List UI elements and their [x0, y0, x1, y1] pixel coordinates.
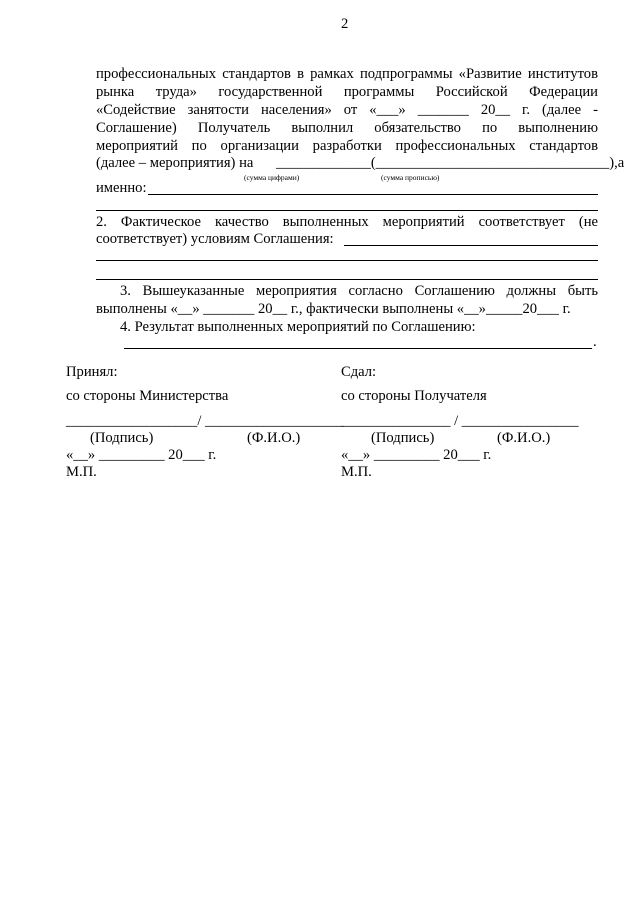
left-caption-sign: (Подпись): [90, 430, 154, 446]
p1-line-6-text: (далее – мероприятия) на: [96, 155, 254, 171]
p1-line-5: мероприятий по организации разработки профессиональных стандартов: [96, 138, 598, 154]
right-signature-line: _______________ / ________________: [341, 413, 579, 429]
left-signature-line: __________________/ ___________________: [66, 413, 344, 429]
blank-line: [96, 279, 598, 280]
blank-line: [148, 194, 598, 195]
page-number: 2: [341, 16, 349, 32]
left-side: со стороны Министерства: [66, 388, 229, 404]
p2-line-1: 2. Фактическое качество выполненных мероприятий соответствует (не: [96, 214, 598, 230]
p1-line-3: «Содействие занятости населения» от «___» _______ 20__ г. (далее -: [96, 102, 598, 118]
right-date: «__» _________ 20___ г.: [341, 447, 492, 463]
p1-line-6-blanks: _____________(________________________________),а: [276, 155, 625, 171]
blank-line: [124, 348, 592, 349]
blank-line: [96, 210, 598, 211]
left-title: Принял:: [66, 364, 118, 380]
left-date: «__» _________ 20___ г.: [66, 447, 217, 463]
right-caption-name: (Ф.И.О.): [497, 430, 551, 446]
p1-line-4: Соглашение) Получатель выполнил обязательство по выполнению: [96, 120, 598, 136]
p3-line-1: 3. Вышеуказанные мероприятия согласно Соглашению должны быть: [120, 283, 598, 299]
caption-sum-digits: (сумма цифрами): [244, 173, 300, 182]
p1-line-7: именно:: [96, 180, 147, 196]
p2-line-2: соответствует) условиям Соглашения:: [96, 231, 334, 247]
right-side: со стороны Получателя: [341, 388, 487, 404]
blank-line: [96, 260, 598, 261]
p4-end-mark: .: [593, 334, 597, 350]
right-stamp: М.П.: [341, 464, 372, 480]
p3-line-2: выполнены «__» _______ 20__ г., фактически выполнены «__»_____20___ г.: [96, 301, 571, 317]
caption-sum-words: (сумма прописью): [381, 173, 440, 182]
p1-line-2: рынка труда» государственной программы Российской Федерации: [96, 84, 598, 100]
left-caption-name: (Ф.И.О.): [247, 430, 301, 446]
p1-line-1: профессиональных стандартов в рамках подпрограммы «Развитие институтов: [96, 66, 598, 82]
p4-line-1: 4. Результат выполненных мероприятий по Соглашению:: [120, 319, 476, 335]
left-stamp: М.П.: [66, 464, 97, 480]
right-title: Сдал:: [341, 364, 377, 380]
right-caption-sign: (Подпись): [371, 430, 435, 446]
blank-line: [344, 245, 598, 246]
